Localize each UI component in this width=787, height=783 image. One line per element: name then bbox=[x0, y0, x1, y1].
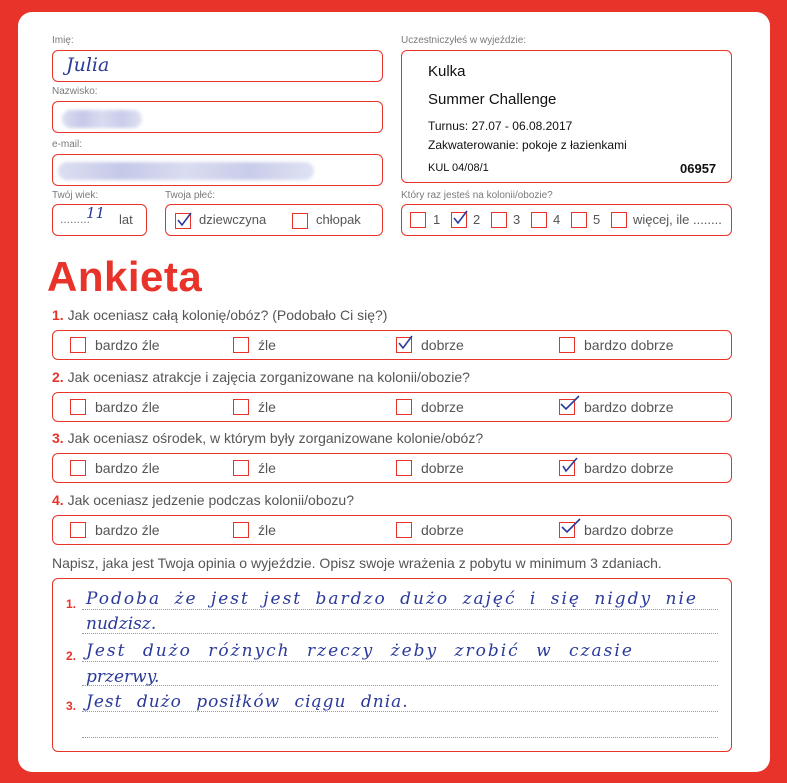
q1-option-zle: źle bbox=[258, 337, 276, 353]
times-option-3: 3 bbox=[513, 212, 521, 227]
q2-option-bardzo-zle: bardzo źle bbox=[95, 399, 160, 415]
camp-name: Kulka bbox=[428, 63, 466, 80]
camp-turnus: Turnus: 27.07 - 06.08.2017 bbox=[428, 119, 573, 133]
camp-code: KUL 04/08/1 bbox=[428, 162, 489, 174]
age-label: Twój wiek: bbox=[52, 190, 99, 201]
q3-checkbox-bardzo-zle[interactable] bbox=[70, 460, 86, 476]
q2-checkbox-bardzo-zle[interactable] bbox=[70, 399, 86, 415]
question-3-text: Jak oceniasz ośrodek, w którym były zorganizowane kolonie/obóz? bbox=[67, 430, 484, 446]
times-checkbox-1[interactable] bbox=[410, 212, 426, 228]
age-value: 11 bbox=[86, 204, 106, 222]
q2-option-bardzo-dobrze: bardzo dobrze bbox=[584, 399, 674, 415]
camp-program: Summer Challenge bbox=[428, 91, 557, 108]
times-checkbox-more[interactable] bbox=[611, 212, 627, 228]
question-1-number: 1. bbox=[52, 307, 64, 323]
essay-prompt: Napisz, jaka jest Twoja opinia o wyjeździe. Opisz swoje wrażenia z pobytu w minimum 3 zdaniach. bbox=[52, 555, 662, 571]
essay-line-number-3: 3. bbox=[66, 699, 77, 713]
question-1-text: Jak oceniasz całą kolonię/obóz? (Podobało Ci się?) bbox=[67, 307, 388, 323]
name-label: Imię: bbox=[52, 35, 74, 46]
essay-text-line-5: Jest dużo posiłków ciągu dnia. bbox=[86, 692, 409, 712]
essay-text-line-3: Jest dużo różnych rzeczy żeby zrobić w czasie bbox=[86, 641, 634, 661]
q1-checkbox-zle[interactable] bbox=[233, 337, 249, 353]
gender-option-boy: chłopak bbox=[316, 212, 361, 227]
essay-line-number-2: 2. bbox=[66, 649, 77, 663]
camp-number: 06957 bbox=[680, 161, 717, 176]
q1-checkmark-icon bbox=[396, 333, 414, 351]
times-option-1: 1 bbox=[433, 212, 441, 227]
times-option-4: 4 bbox=[553, 212, 561, 227]
essay-ruled-line bbox=[82, 609, 718, 610]
q2-option-zle: źle bbox=[258, 399, 276, 415]
times-checkbox-3[interactable] bbox=[491, 212, 507, 228]
times-label: Który raz jesteś na kolonii/obozie? bbox=[401, 190, 553, 201]
times-option-5: 5 bbox=[593, 212, 601, 227]
surname-redacted bbox=[62, 110, 142, 128]
question-2-number: 2. bbox=[52, 369, 64, 385]
times-checkbox-5[interactable] bbox=[571, 212, 587, 228]
age-unit: lat bbox=[119, 212, 133, 227]
email-label: e-mail: bbox=[52, 139, 83, 150]
essay-ruled-line bbox=[82, 685, 718, 686]
name-value: Julia bbox=[66, 54, 110, 76]
q3-checkbox-zle[interactable] bbox=[233, 460, 249, 476]
q2-option-dobrze: dobrze bbox=[421, 399, 464, 415]
survey-title: Ankieta bbox=[47, 253, 203, 300]
times-option-2: 2 bbox=[473, 212, 481, 227]
q3-checkbox-dobrze[interactable] bbox=[396, 460, 412, 476]
q4-checkbox-zle[interactable] bbox=[233, 522, 249, 538]
q4-option-dobrze: dobrze bbox=[421, 522, 464, 538]
age-dots: ......... bbox=[60, 212, 91, 226]
times-2-checkmark-icon bbox=[451, 208, 469, 226]
participant-label: Uczestniczyłeś w wyjeździe: bbox=[401, 35, 527, 46]
gender-label: Twoja płeć: bbox=[165, 190, 216, 201]
q4-option-bardzo-zle: bardzo źle bbox=[95, 522, 160, 538]
question-4-number: 4. bbox=[52, 492, 64, 508]
times-checkbox-4[interactable] bbox=[531, 212, 547, 228]
q2-checkmark-icon bbox=[558, 394, 580, 412]
q1-option-bardzo-zle: bardzo źle bbox=[95, 337, 160, 353]
q3-option-dobrze: dobrze bbox=[421, 460, 464, 476]
essay-text-line-4: przerwy. bbox=[86, 667, 160, 687]
q1-option-dobrze: dobrze bbox=[421, 337, 464, 353]
essay-ruled-line bbox=[82, 661, 718, 662]
times-option-more: więcej, ile ........ bbox=[633, 212, 722, 227]
question-3-number: 3. bbox=[52, 430, 64, 446]
essay-line-number-1: 1. bbox=[66, 597, 77, 611]
surname-label: Nazwisko: bbox=[52, 86, 98, 97]
essay-text-line-1: Podoba że jest jest bardzo dużo zajęć i się nigdy nie bbox=[86, 589, 698, 609]
essay-text-line-2: nudzisz. bbox=[86, 614, 157, 634]
gender-checkbox-boy[interactable] bbox=[292, 213, 308, 229]
q1-checkbox-bardzo-zle[interactable] bbox=[70, 337, 86, 353]
question-1 bbox=[52, 307, 387, 323]
q3-option-bardzo-dobrze: bardzo dobrze bbox=[584, 460, 674, 476]
essay-ruled-line bbox=[82, 633, 718, 634]
q4-checkbox-dobrze[interactable] bbox=[396, 522, 412, 538]
q3-option-zle: źle bbox=[258, 460, 276, 476]
question-2 bbox=[52, 369, 470, 385]
q1-option-bardzo-dobrze: bardzo dobrze bbox=[584, 337, 674, 353]
q4-checkbox-bardzo-zle[interactable] bbox=[70, 522, 86, 538]
q2-checkbox-zle[interactable] bbox=[233, 399, 249, 415]
q2-checkbox-dobrze[interactable] bbox=[396, 399, 412, 415]
gender-option-girl: dziewczyna bbox=[199, 212, 267, 227]
camp-accommodation: Zakwaterowanie: pokoje z łazienkami bbox=[428, 138, 627, 152]
q3-option-bardzo-zle: bardzo źle bbox=[95, 460, 160, 476]
q1-checkbox-bardzo-dobrze[interactable] bbox=[559, 337, 575, 353]
gender-girl-checkmark-icon bbox=[175, 210, 193, 228]
q3-checkmark-icon bbox=[559, 455, 581, 473]
q4-checkmark-icon bbox=[559, 517, 581, 535]
q4-option-bardzo-dobrze: bardzo dobrze bbox=[584, 522, 674, 538]
email-redacted bbox=[58, 162, 314, 180]
essay-ruled-line bbox=[82, 737, 718, 738]
question-4-text: Jak oceniasz jedzenie podczas kolonii/obozu? bbox=[67, 492, 354, 508]
question-3 bbox=[52, 430, 483, 446]
q4-option-zle: źle bbox=[258, 522, 276, 538]
question-2-text: Jak oceniasz atrakcje i zajęcia zorganizowane na kolonii/obozie? bbox=[67, 369, 470, 385]
question-4 bbox=[52, 492, 354, 508]
